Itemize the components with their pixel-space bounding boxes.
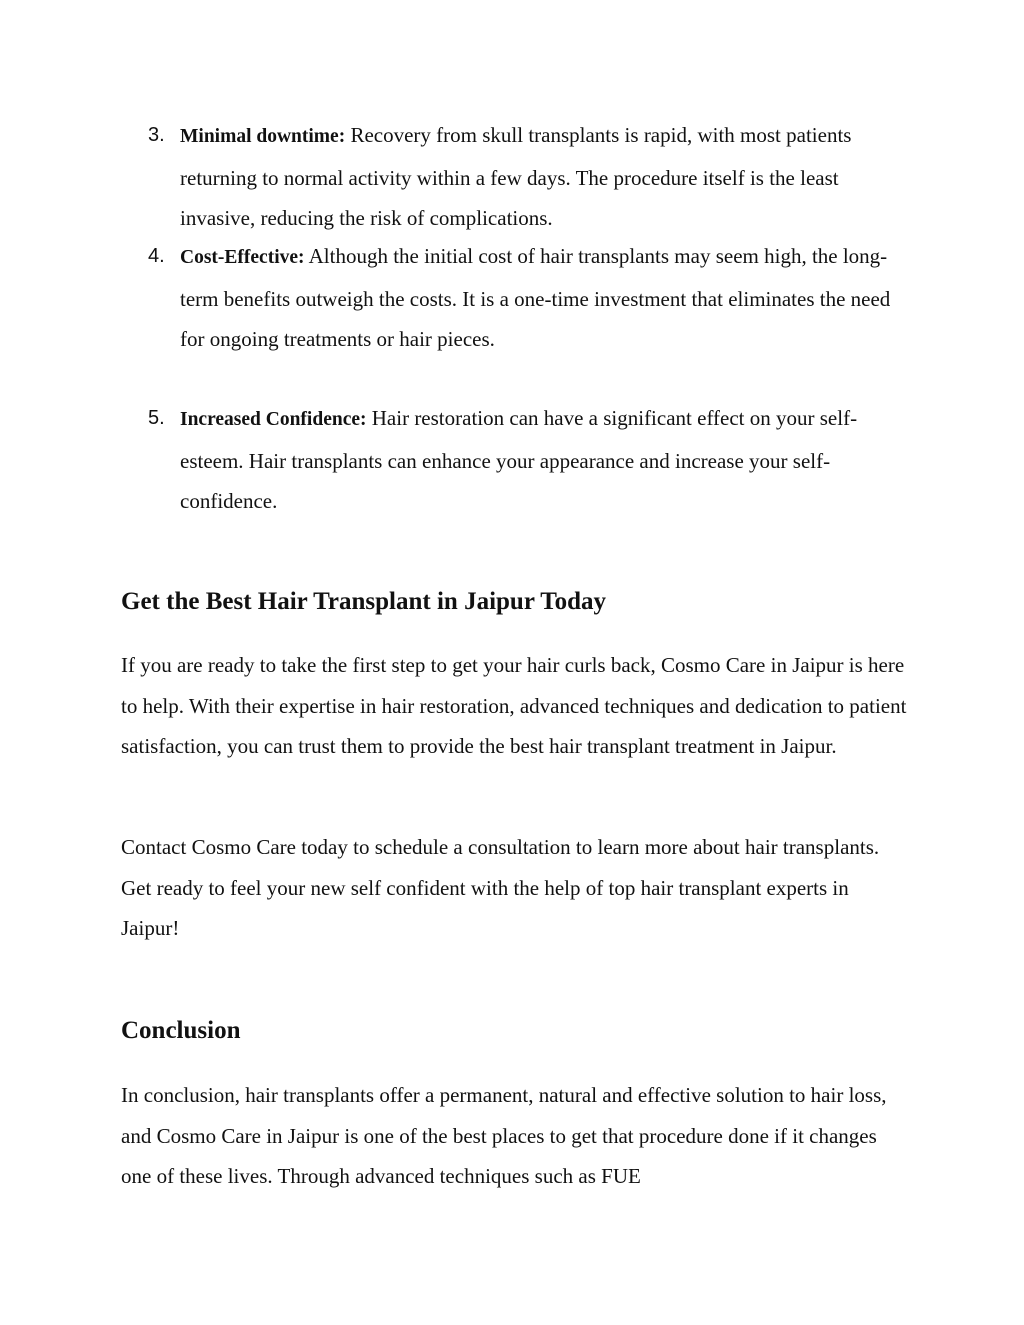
list-number: 3. <box>148 124 165 146</box>
list-item-body <box>180 115 915 239</box>
paragraph: In conclusion, hair transplants offer a permanent, natural and effective solution to hair loss, and Cosmo Care in Jaipur is one of the best places to get that procedure done if it changes one of these lives. Through advanced techniques such as FUE <box>121 1083 887 1188</box>
list-item-body <box>180 398 915 522</box>
list-number: 4. <box>148 245 165 267</box>
list-item-title: Increased Confidence: <box>180 409 367 430</box>
paragraph: If you are ready to take the first step to get your hair curls back, Cosmo Care in Jaipur is here to help. With their expertise in hair restoration, advanced techniques and dedication to patient satisfaction, you can trust them to provide the best hair transplant treatment in Jaipur. <box>121 653 907 758</box>
list-number: 5. <box>148 407 165 429</box>
list-item-body <box>180 236 915 360</box>
section-heading: Conclusion <box>121 1017 241 1044</box>
list-item-text: Although the initial cost of hair transplants may seem high, the long-term benefits outweigh the costs. It is a one-time investment that eliminates the need for ongoing treatments or hair pieces. <box>180 244 891 351</box>
list-item-title: Minimal downtime: <box>180 126 346 147</box>
list-item-text: Recovery from skull transplants is rapid, with most patients returning to normal activity within a few days. The procedure itself is the least invasive, reducing the risk of complications. <box>180 123 852 230</box>
list-item-text: Hair restoration can have a significant effect on your self-esteem. Hair transplants can enhance your appearance and increase your self-confidence. <box>180 406 858 513</box>
section-heading: Get the Best Hair Transplant in Jaipur Today <box>121 588 607 615</box>
paragraph: Contact Cosmo Care today to schedule a consultation to learn more about hair transplants. Get ready to feel your new self confident with the help of top hair transplant experts in Jaipur! <box>121 835 880 940</box>
list-item-title: Cost-Effective: <box>180 247 305 268</box>
